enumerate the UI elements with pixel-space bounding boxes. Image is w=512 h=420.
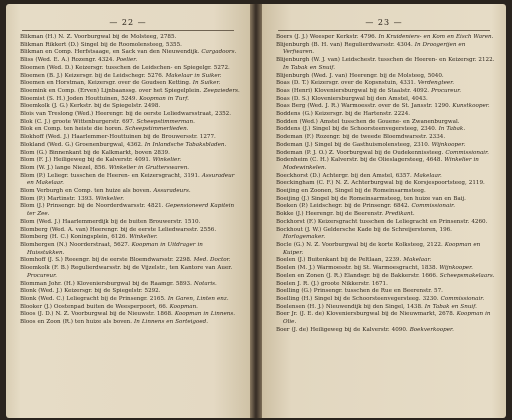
entry-occupation: Cargadoors. [201,49,237,56]
entry-text: Blom Verburgh en Comp. ten huize als boven. [20,188,152,195]
entry-text: Boeken (P.) Leidschegr. bij de Prinsengr. 6842. [276,203,410,210]
entry-text: Blom (P.) Leliegr. tusschen de Heeren- en Keizersgracht, 3191. [20,172,200,179]
entry-text: Bodenheim (C. H.) Kalverstr. bij de Olieslagersteeg, 4648. [276,157,443,164]
entry-text: Boelen en Zonen (J. R.) Elandsgr. bij de Bakkerstr. 1666. [276,272,438,279]
directory-entry [276,57,496,72]
entry-text: Blomberg (Wed. A. van) Heerengr. bij de eerste Leliedwarsstr. 2556. [20,226,217,233]
entry-occupation: In Linnens en Sorteigoed. [134,319,209,326]
directory-entry [20,103,240,111]
entry-occupation: In Tabak en Snuif. [424,303,477,310]
entry-text: Boeijing en Zoonen, Singel bij de Romeinsarmsteeg. [276,188,426,195]
directory-entry [20,288,240,296]
directory-entry [20,296,240,304]
entry-text: Blonk (Wed. J.) Keizersgr. bij de Spiegelstr. 5292. [20,288,161,295]
entry-occupation: Winkelier. [152,157,182,164]
entry-text: Blijenburgh (W. J. van) Leidschestr. tusschen de Heeren- en Keizersgr. 2122. [276,57,495,64]
entry-occupation: Koopman in Turf. [139,95,189,102]
entry-occupation: Koopman in Olie. [283,311,491,326]
entry-occupation: Koopman in Uitdrager in Huisstukken. [27,241,203,256]
entry-text: Bloemen (B. J.) Keizersgr. bij de Leidschegr. 5276. [20,72,164,79]
entry-text: Bloemkolk (J. G.) Kerkstr. bij de Spiegelstr. 2498. [20,103,161,110]
entry-text: Bloemink en Comp. (Erven) Lijnbaanssg. over het Spiegelplein. [20,87,202,94]
entry-occupation: Koopman. [169,303,198,310]
entry-occupation: In Tabak. [438,126,466,133]
entry-text: Blom (G.) Binnenkant bij de Kalkmarkt, boven 2839. [20,149,170,156]
entry-text: Bockhorst (F.) Keizersgracht tusschen de Leliegracht en Prinsenstr. 4260. [276,218,488,225]
directory-entry [20,219,240,227]
entry-occupation: Boekverkooper. [409,326,454,333]
entry-occupation: Assuradeur en Makelaar. [27,172,235,187]
directory-entry [276,188,496,196]
directory-entry [276,103,496,111]
entry-text: Blom (P.) Martinstr. 1393. [20,195,94,202]
directory-entry [20,311,240,319]
entry-text: Blokland (Wed. G.) Groenenburgwal, 4362. [20,141,143,148]
entry-occupation: Winkelier. [129,234,158,241]
directory-entry [20,142,240,150]
directory-entry [20,126,240,134]
entry-text: Boelling (H.) Singel bij de Schoorsteenvegersteeg. 3230. [276,295,439,302]
entry-text: Boeckhorst (D.) Achtergr. bij den Amstel, 6357. [276,172,412,179]
entry-occupation: Kunstkooper. [452,103,490,110]
directory-entry [20,134,240,142]
directory-entry [276,327,496,335]
entry-occupation: Wijnkooper. [439,265,473,272]
entry-text: Bocle (G.) N. Z. Voorburgwal bij de korte Kolksteeg, 2122. [276,241,443,248]
entry-occupation: Winkelier in Grutterswaren. [108,164,190,171]
entry-text: Boelen (M. J.) Warmoesstr. bij St. Warmoesgracht, 1838. [276,265,438,272]
entry-text: Blikman (H.) N. Z. Voorburgwal bij de Molsteeg, 2785. [20,34,177,40]
entry-text: Boelen (J.) Buitenkant bij de Peltlaan, 2239. [276,257,402,264]
entry-occupation: Notaris. [193,280,217,287]
directory-entry [276,227,496,242]
directory-entry [276,180,496,188]
directory-entry [276,42,496,57]
entry-occupation: Commissionair. [411,203,455,210]
entry-occupation: Commissionair. [445,149,489,156]
entry-text: Boelensen (H. J.) Nieuwendijk bij den Singel, 1438. [276,303,423,310]
directory-entry [276,80,496,88]
directory-entry [276,311,496,326]
directory-entry [276,157,496,172]
entry-occupation: Wijnkooper. [431,141,466,148]
entry-occupation: In Kruideniers- en Kom en Eisch Waren. [378,34,494,40]
entry-text: Boddens (J.) Singel bij de Schoorsteenvegersteeg, 2340. [276,126,437,133]
directory-entry [20,49,240,57]
directory-entry [20,111,240,119]
entry-text: Blomhoff (J. S.) Reeengr. bij de eerste Bloemdwarsstr. 2298. [20,257,192,264]
entry-text: Blikman Rikkert (D.) Singel bij de Roomolensteeg, 5355. [20,41,182,48]
entry-occupation: Zeepzieders. [203,87,240,94]
entry-text: Blomhergen (N.) Noorderstraat, 5627. [20,241,130,248]
entry-text: Bokke (J.) Heerengr. bij de Beerenstr. [276,211,384,218]
left-page-number: — 22 — [109,18,147,27]
entry-text: Blijenburgh (Wed. J. van) Heerengr. bij de Molsteeg, 5040. [276,72,444,79]
directory-entry [276,126,496,134]
directory-entry [276,257,496,265]
directory-entry [276,242,496,257]
entry-text: Blooker (J.) Oostenpad buiten de Weesperpoort, 66. [20,303,168,310]
entry-occupation: Procureur. [431,87,462,94]
entry-text: Bloemen en Horstman, Keizersgr. over de Goudsen Ketting. [20,80,191,87]
entry-occupation: Horlogemaker. [283,234,326,241]
right-page-number: — 23 — [365,18,403,27]
entry-text: Blikman en Comp. Herfstsaage, en Sack van den Nieuwendijk. [20,49,200,56]
directory-entry [20,257,240,265]
entry-text: Boelling (G.) Prinsengr. tusschen de Rue en Beerenstr. 57. [276,288,443,295]
entry-occupation: Makelaar. [403,257,432,264]
entry-occupation: Koopman en Kuiper. [283,241,481,256]
directory-entry [20,57,240,65]
entry-occupation: Poelier. [116,57,138,64]
entry-occupation: Scheepstimmerlieden. [125,126,189,133]
directory-entry [20,65,240,73]
book-gutter [250,4,262,418]
entry-text: Boer Jr. (J. E. de) Kloveniersburgwal bij de Nieuwmarkt, 2678. [276,311,455,318]
entry-text: Blom (J.) Prinsengr. bij de Noorderdwarsstr. 4821. [20,203,164,210]
directory-entry [20,203,240,218]
entry-text: Bodeman (F.) Rozengr. bij de tweede Bloemdwarsstr. 2334. [276,134,446,141]
entry-occupation: Verdengteer. [417,80,455,87]
directory-entry [276,273,496,281]
entry-occupation: Winkelier in Modewinkelen. [283,157,479,171]
entry-text: Bodeman (P. J. O.) Z. Voorburgwal bij de Oudekennissteeg. [276,149,444,156]
entry-text: Bloos (J. D.) N. Z. Voorburgwal bij de Nieuwstr. 1868. [20,311,173,318]
entry-text: Blok (C. J.) groote Wittenburgerstr. 697. [20,118,135,125]
entry-text: Bliss (Wed. E. A.) Rozengr. 4324. [20,57,115,64]
entry-text: Bloemen (Wed. D.) Keizersgr. tusschen de Leidschen- en Spiegelgr. 5272. [20,64,230,71]
directory-entry [20,73,240,81]
entry-text: Boas (D. S.) Kloveniersburgwal bij den Amstel, 4043. [276,95,428,102]
directory-entry [20,234,240,242]
directory-entry [20,165,240,173]
right-header-rule [278,30,490,31]
left-page [6,4,250,418]
entry-occupation: In Suiker. [192,80,221,87]
right-entry-list [276,34,496,334]
directory-entry [20,88,240,96]
entry-occupation: Med. Doctor. [193,257,231,264]
left-header-rule [22,30,234,31]
directory-entry [276,88,496,96]
entry-occupation: Predikant. [385,211,415,218]
entry-text: Blomberg (H. C.) Koningsplein, 6126. [20,234,128,241]
directory-entry [276,142,496,150]
directory-entry [20,119,240,127]
entry-occupation: Commissionair. [440,295,485,302]
entry-text: Bloos en Zoon (R.) ten huize als boven. [20,319,133,326]
directory-entry [20,34,240,42]
entry-occupation: Makelaar. [413,172,442,179]
entry-text: Boelen J. R. (J.) groote Nikkerstr. 1671. [276,280,388,287]
directory-entry [20,173,240,188]
entry-occupation: Koopman in Linnens. [174,311,236,318]
directory-entry [20,265,240,280]
entry-text: Blok en Comp. ten heiste die horen. [20,126,124,133]
directory-entry [276,265,496,273]
directory-entry [276,219,496,227]
entry-text: Boeijing (J.) Singel bij de Romeinsarmsteeg, ten huize van en Baij. [276,195,466,202]
directory-entry [276,34,496,42]
entry-text: Blokhoff (Wed. J.) Haarlemmer-Houttuinen bij de Brouwersstr. 1277. [20,134,216,141]
directory-entry [20,157,240,165]
entry-text: Boeckingham (C. F.) N. Z. Achterburgwal bij de Korsjespoortsteeg, 2119. [276,180,485,187]
entry-occupation: Winkelier. [95,195,125,202]
entry-occupation: Makelaar in Suiker. [165,72,222,79]
entry-occupation: In Garen, Linten enz. [167,295,229,302]
directory-entry [20,319,240,327]
entry-text: Bloemist (S. H.) Joden Houttuinen, 5249. [20,95,138,102]
directory-entry [20,188,240,196]
left-entry-list [20,34,240,327]
entry-occupation: In Tabak en Snuif. [283,64,336,71]
entry-text: Bockhout (J. W.) Geldersche Kade bij de Schreijerstoren, 196. [276,226,452,233]
entry-text: Boas (D. T.) Keizersgr. over de Kopsnstuin, 4331. [276,80,416,87]
entry-text: Boas (Henri) Kloveniersburgwal bij de Staalstr. 4092. [276,87,430,94]
entry-text: Blois van Treslong (Wed.) Heerengr. bij de oerste Leliedwarsstraat, 2352. [20,111,232,118]
entry-text: Blomman Johr. (H.) Kloveniersburgwal bij de Raamgr. 5893. [20,280,192,287]
directory-entry [20,242,240,257]
directory-entry [276,288,496,296]
directory-entry [276,296,496,304]
entry-text: Bloemkolk (F. B.) Regulierdwarsstr. bij de Vijzelstr., ten Kantore van Auer. [20,265,233,272]
entry-occupation: In Droogerijen en Verfwaren. [283,41,466,56]
entry-occupation: Scheepsmakelaars. [439,272,495,279]
entry-text: Blom (W. J.) lange Niezel, 856. [20,164,107,171]
directory-entry [276,211,496,219]
entry-text: Blijenburgh (B. H. van) Regulierdwarsstr. 4304. [276,41,413,48]
entry-text: Boers (J. J.) Weesper Kerkstr. 4796. [276,34,377,40]
entry-text: Blom (Wed. J.) Haarlemmerdijk bij de buiten Brouwerstr. 1510. [20,218,201,225]
entry-text: Boddens (G.) Keizersgr. bij de Hartenstr. 2224. [276,111,411,118]
entry-text: Blom (F. J.) Heiligeweg bij de Kalverstr. 4091. [20,157,151,164]
entry-text: Blonk (Wed. C.) Leliegracht bij de Prinsengr. 2165. [20,295,166,302]
directory-entry [276,134,496,142]
entry-occupation: In Inlandsche Tabaksbladen. [144,141,227,148]
entry-text: Boas Berg (Wed. J. R.) Warmoesstr. over de St. Jansstr. 1290. [276,103,451,110]
directory-entry [276,111,496,119]
entry-occupation: Gepensioneerd Kapitein ter Zee. [27,203,235,218]
entry-text: Boer (J. de) Heiligeweg bij de Kalverstr. 4090. [276,326,408,333]
entry-text: Bodden (Wed.) Amstel tusschen de Gouene- en Zwanenburgwal. [276,118,460,125]
entry-occupation: Procureur. [27,272,57,279]
entry-text: Bodeman (J.) Singel bij de Gasthuismolensteeg, 2310. [276,141,430,148]
entry-occupation: Assuradeurs. [153,188,191,195]
entry-occupation: Scheepstimmerman. [136,118,195,125]
directory-entry [20,42,240,50]
directory-entry [20,80,240,88]
right-page [262,4,506,418]
